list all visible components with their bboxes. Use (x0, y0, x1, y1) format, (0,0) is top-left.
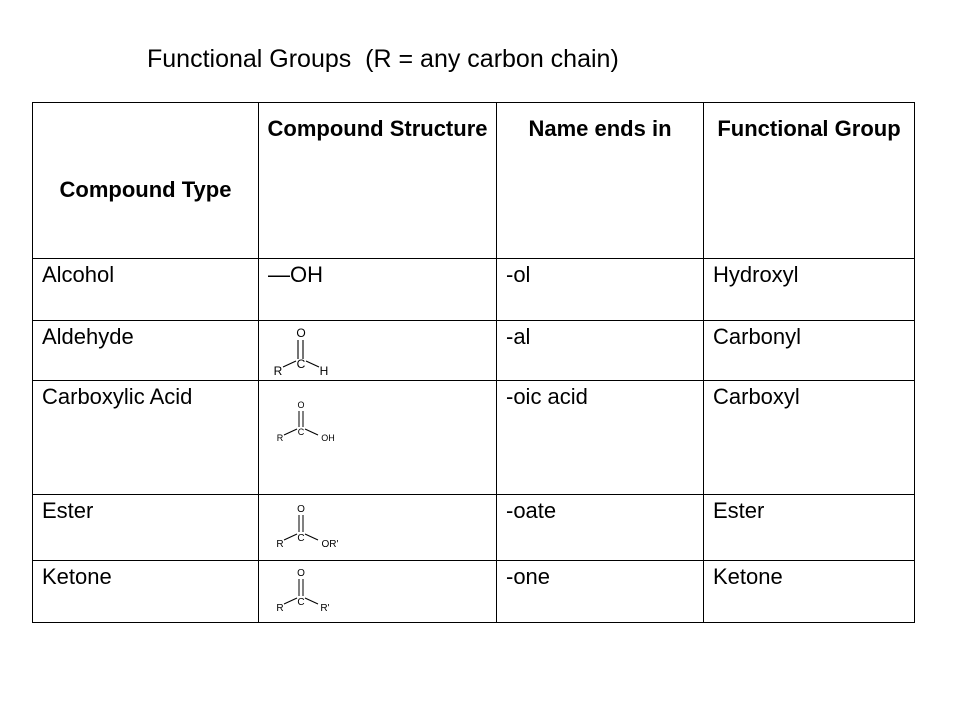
bond-line (305, 429, 318, 435)
carbon-label: C (297, 427, 305, 437)
functional-group-cell: Hydroxyl (704, 259, 915, 321)
name-ending-cell: -oic acid (497, 381, 704, 495)
oxygen-label: O (296, 326, 306, 340)
bond-line (284, 429, 297, 435)
bond-line (306, 361, 319, 367)
bond-line (284, 534, 297, 540)
bond-line (305, 598, 318, 604)
substituent-label: OH (321, 433, 335, 443)
functional-group-cell: Carboxyl (704, 381, 915, 495)
header-compound-structure: Compound Structure (259, 103, 497, 259)
structure-cell (259, 561, 497, 623)
compound-type-cell: Aldehyde (33, 321, 259, 381)
compound-type-cell: Ketone (33, 561, 259, 623)
ester-structure-diagram (268, 501, 358, 557)
r-group-label: R (276, 539, 284, 550)
functional-group-cell: Carbonyl (704, 321, 915, 381)
bond-line (283, 361, 296, 367)
oxygen-label: O (297, 400, 305, 410)
name-ending-cell: -ol (497, 259, 704, 321)
carboxylic-acid-structure-diagram (268, 397, 358, 463)
compound-type-cell: Ester (33, 495, 259, 561)
ketone-structure-diagram (268, 565, 358, 621)
r-group-label: R (276, 603, 284, 614)
carbon-label: C (297, 533, 305, 544)
compound-type-cell: Alcohol (33, 259, 259, 321)
table-row (33, 259, 915, 321)
oxygen-label: O (297, 504, 305, 515)
compound-type-cell: Carboxylic Acid (33, 381, 259, 495)
header-name-ending: Name ends in (497, 103, 704, 259)
carbon-label: C (296, 357, 306, 371)
substituent-label: R' (320, 603, 330, 614)
table-row (33, 381, 915, 495)
header-compound-type: Compound Type (33, 103, 259, 259)
table-row (33, 321, 915, 381)
structure-cell: —OH (259, 259, 497, 321)
structure-cell (259, 381, 497, 495)
functional-groups-table (32, 102, 915, 623)
name-ending-cell: -al (497, 321, 704, 381)
carbon-label: C (297, 597, 305, 608)
structure-cell (259, 495, 497, 561)
functional-group-cell: Ester (704, 495, 915, 561)
aldehyde-structure-diagram (268, 323, 358, 379)
functional-group-cell: Ketone (704, 561, 915, 623)
structure-cell (259, 321, 497, 381)
bond-line (305, 534, 318, 540)
table-row (33, 495, 915, 561)
name-ending-cell: -oate (497, 495, 704, 561)
oxygen-label: O (297, 568, 305, 579)
bond-line (284, 598, 297, 604)
header-functional-group: Functional Group (704, 103, 915, 259)
table-row (33, 561, 915, 623)
r-group-label: R (273, 364, 283, 378)
substituent-label: OR' (321, 539, 339, 550)
name-ending-cell: -one (497, 561, 704, 623)
r-group-label: R (276, 433, 284, 443)
page-title: Functional Groups (R = any carbon chain) (147, 45, 619, 73)
substituent-label: H (319, 364, 329, 378)
table-header-row (33, 103, 915, 259)
